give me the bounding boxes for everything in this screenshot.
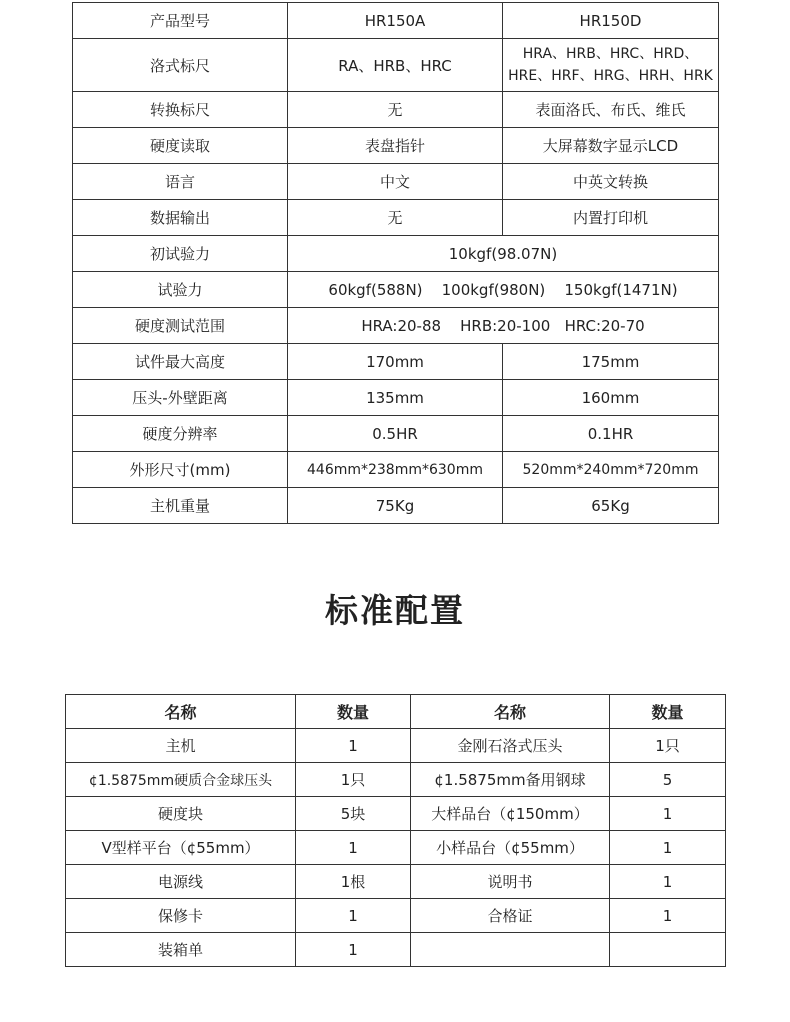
spec-value-b: 大屏幕数字显示LCD (503, 128, 719, 164)
item-name: 主机 (66, 729, 296, 763)
item-qty: 5块 (296, 797, 411, 831)
spec-value-a: 0.5HR (288, 416, 503, 452)
spec-value-b: 内置打印机 (503, 200, 719, 236)
table-row (73, 344, 719, 380)
item-name (411, 933, 610, 967)
item-qty: 1 (296, 899, 411, 933)
item-name: 合格证 (411, 899, 610, 933)
item-name: 说明书 (411, 865, 610, 899)
spec-label: 试验力 (73, 272, 288, 308)
spec-label: 压头-外壁距离 (73, 380, 288, 416)
spec-value-a: 170mm (288, 344, 503, 380)
table-row (66, 797, 726, 831)
table-row (73, 128, 719, 164)
spec-value-b: 65Kg (503, 488, 719, 524)
table-header-row (66, 695, 726, 729)
table-row (73, 452, 719, 488)
column-header-name: 名称 (66, 695, 296, 729)
item-qty: 1 (296, 831, 411, 865)
table-row (66, 933, 726, 967)
item-name: 大样品台（¢150mm） (411, 797, 610, 831)
item-name: 电源线 (66, 865, 296, 899)
item-qty: 1根 (296, 865, 411, 899)
spec-value-b: 520mm*240mm*720mm (503, 452, 719, 488)
item-qty: 1只 (296, 763, 411, 797)
spec-table (72, 2, 719, 524)
spec-value-a: 135mm (288, 380, 503, 416)
spec-value-b: 175mm (503, 344, 719, 380)
config-table (65, 694, 726, 967)
spec-value-a: RA、HRB、HRC (288, 39, 503, 92)
spec-value-merged: 10kgf(98.07N) (288, 236, 719, 272)
spec-value-a: 75Kg (288, 488, 503, 524)
table-row (73, 488, 719, 524)
spec-label: 试件最大高度 (73, 344, 288, 380)
spec-label: 产品型号 (73, 3, 288, 39)
table-row (73, 164, 719, 200)
spec-label: 语言 (73, 164, 288, 200)
item-name: 小样品台（¢55mm） (411, 831, 610, 865)
table-row (73, 416, 719, 452)
spec-label: 硬度测试范围 (73, 308, 288, 344)
spec-label: 主机重量 (73, 488, 288, 524)
spec-value-merged: HRA:20-88 HRB:20-100 HRC:20-70 (288, 308, 719, 344)
spec-value-a: 446mm*238mm*630mm (288, 452, 503, 488)
item-qty: 5 (610, 763, 726, 797)
item-name: 保修卡 (66, 899, 296, 933)
column-header-qty: 数量 (610, 695, 726, 729)
item-qty: 1 (610, 865, 726, 899)
item-name: V型样平台（¢55mm） (66, 831, 296, 865)
table-row (73, 272, 719, 308)
spec-value-a: 无 (288, 92, 503, 128)
section-title: 标准配置 (325, 591, 465, 630)
spec-value-a: 表盘指针 (288, 128, 503, 164)
item-name: ¢1.5875mm备用钢球 (411, 763, 610, 797)
column-header-qty: 数量 (296, 695, 411, 729)
table-row (73, 3, 719, 39)
spec-value-merged: 60kgf(588N) 100kgf(980N) 150kgf(1471N) (288, 272, 719, 308)
table-row (73, 200, 719, 236)
spec-value-b: HRA、HRB、HRC、HRD、HRE、HRF、HRG、HRH、HRK (503, 39, 719, 92)
table-row (66, 865, 726, 899)
item-name: ¢1.5875mm硬质合金球压头 (66, 763, 296, 797)
spec-value-a: 无 (288, 200, 503, 236)
table-row (66, 831, 726, 865)
spec-label: 硬度读取 (73, 128, 288, 164)
spec-label: 初试验力 (73, 236, 288, 272)
item-qty: 1 (296, 729, 411, 763)
item-qty: 1只 (610, 729, 726, 763)
spec-value-b: 表面洛氏、布氏、维氏 (503, 92, 719, 128)
item-qty (610, 933, 726, 967)
item-qty: 1 (296, 933, 411, 967)
table-row (66, 729, 726, 763)
spec-label: 硬度分辨率 (73, 416, 288, 452)
spec-value-b: 中英文转换 (503, 164, 719, 200)
item-qty: 1 (610, 797, 726, 831)
column-header-name: 名称 (411, 695, 610, 729)
spec-label: 外形尺寸(mm) (73, 452, 288, 488)
table-row (66, 763, 726, 797)
item-name: 金刚石洛式压头 (411, 729, 610, 763)
table-row (73, 236, 719, 272)
item-qty: 1 (610, 899, 726, 933)
model-a-name: HR150A (288, 3, 503, 39)
spec-label: 数据输出 (73, 200, 288, 236)
table-row (73, 308, 719, 344)
spec-label: 转换标尺 (73, 92, 288, 128)
item-name: 装箱单 (66, 933, 296, 967)
spec-label: 洛式标尺 (73, 39, 288, 92)
table-row (73, 380, 719, 416)
spec-value-a: 中文 (288, 164, 503, 200)
table-row (73, 92, 719, 128)
spec-value-b: 160mm (503, 380, 719, 416)
item-name: 硬度块 (66, 797, 296, 831)
model-b-name: HR150D (503, 3, 719, 39)
item-qty: 1 (610, 831, 726, 865)
spec-value-b: 0.1HR (503, 416, 719, 452)
table-row (66, 899, 726, 933)
table-row (73, 39, 719, 92)
